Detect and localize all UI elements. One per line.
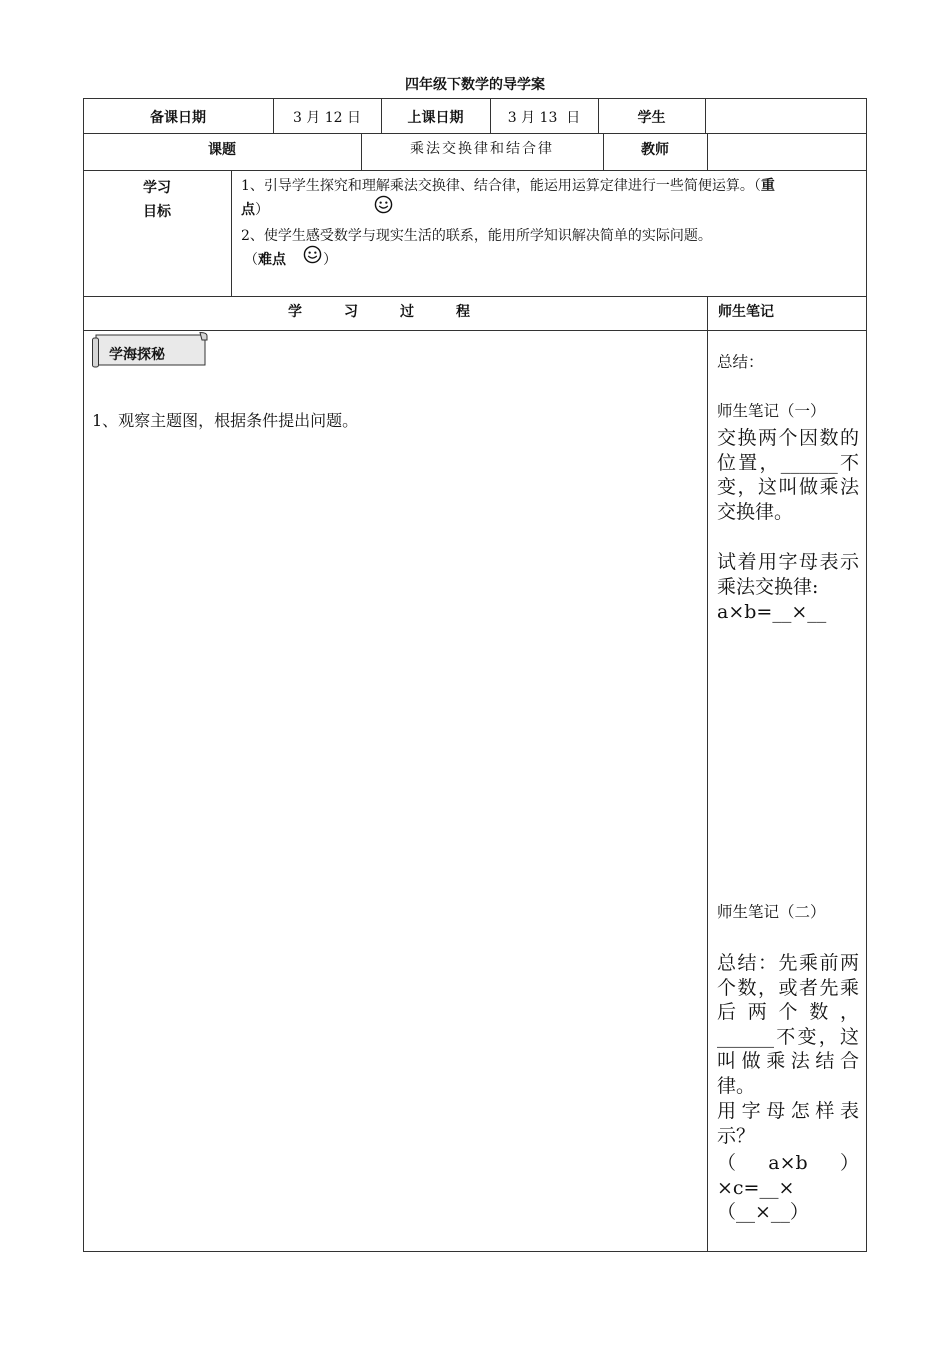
note-1-title: 师生笔记（一） xyxy=(717,402,826,420)
objective-1-text: 1、引导学生探究和理解乘法交换律、结合律，能运用运算定律进行一些简便运算。（ xyxy=(241,178,761,194)
student-name-field[interactable] xyxy=(706,100,866,132)
objectives-label-line2: 目标 xyxy=(143,204,171,220)
note-2-title: 师生笔记（二） xyxy=(717,903,826,921)
objective-2-close: ） xyxy=(323,252,337,268)
note-2-body: 总结：先乘前两个数，或者先乘后两个数，______不变，这叫做乘法结合律。 xyxy=(717,952,859,1097)
notes-header: 师生笔记 xyxy=(718,304,774,320)
objective-1-close: ） xyxy=(255,202,269,218)
objective-2-open: （ xyxy=(244,252,258,268)
prep-date-value: 3 月 12 日 xyxy=(292,110,362,126)
section-banner-label: 学海探秘 xyxy=(109,347,165,363)
prep-date-label: 备课日期 xyxy=(150,110,206,126)
teacher-label: 教师 xyxy=(641,142,669,158)
note-1-prompt: 试着用字母表示乘法交换律: xyxy=(717,551,859,598)
process-header: 学 习 过 程 xyxy=(288,304,470,320)
col-divider xyxy=(231,170,232,296)
student-label: 学生 xyxy=(637,110,666,126)
class-date-value: 3 月 13 日 xyxy=(507,110,581,126)
objective-2-tag: 难点 xyxy=(258,252,286,268)
note-2-formula: （a×b）×c=__×（__×__） xyxy=(717,1152,859,1223)
objective-1-tag: 重 xyxy=(760,178,775,194)
topic-value: 乘法交换律和结合律 xyxy=(410,141,554,157)
row-divider xyxy=(83,170,867,171)
objective-1-tag-cont: 点 xyxy=(241,202,255,218)
col-divider xyxy=(707,296,708,1252)
row-divider xyxy=(83,296,867,297)
objective-item-2-cont xyxy=(244,249,286,269)
note-1-body: 交换两个因数的位置，______不变，这叫做乘法交换律。 xyxy=(717,427,859,523)
summary-label: 总结： xyxy=(717,353,764,371)
smiley-icon xyxy=(374,195,393,214)
question-1: 1、观察主题图，根据条件提出问题。 xyxy=(92,411,359,430)
objectives-label xyxy=(83,176,231,224)
note-1-formula: a×b=__×__ xyxy=(717,601,827,623)
note-2-prompt: 用字母怎样表示？ xyxy=(717,1100,859,1147)
objective-item-2: 2、使学生感受数学与现实生活的联系，能用所学知识解决简单的实际问题。 xyxy=(241,228,712,244)
row-divider xyxy=(83,133,867,134)
row-divider xyxy=(83,330,867,331)
objectives-label-line1: 学习 xyxy=(143,180,171,196)
page-title: 四年级下数学的导学案 xyxy=(405,77,545,93)
objective-item-1-cont xyxy=(241,199,269,219)
class-date-label: 上课日期 xyxy=(407,110,464,126)
objective-item-1 xyxy=(241,174,861,198)
teacher-name-field[interactable] xyxy=(708,135,866,168)
topic-label: 课题 xyxy=(208,142,236,158)
smiley-icon xyxy=(303,245,322,264)
